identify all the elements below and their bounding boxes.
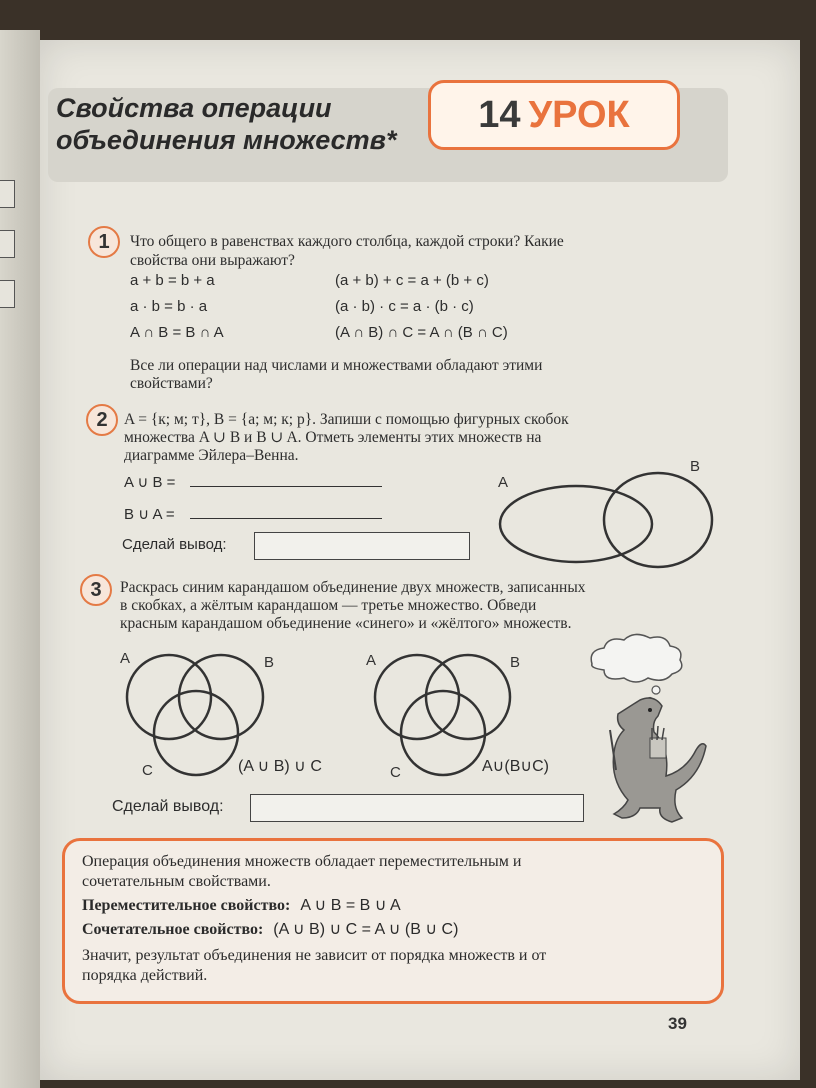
kangaroo-illustration [591, 634, 706, 822]
task-2-number: 2 [86, 404, 118, 436]
commutative-label: Переместительное свойство: [82, 897, 291, 914]
rule-line-2: сочетательным свойствами. [82, 873, 271, 890]
venn3b-label-a: A [366, 652, 377, 669]
kangaroo-pouch-pencils [650, 738, 666, 758]
venn3b-circle-b [426, 655, 510, 739]
venn3a-label-c: C [142, 762, 153, 779]
task-3-text-line-1: Раскрась синим карандашом объединение двух множеств, записанных [120, 579, 586, 596]
venn3a-label-b: B [264, 654, 275, 671]
task-3-text-line-3: красным карандашом объединение «синего» и «жёлтого» множеств. [120, 615, 572, 632]
venn3a [127, 655, 263, 775]
venn3b-circle-c [401, 691, 485, 775]
task-3-conclusion-label: Сделай вывод: [112, 798, 224, 815]
task-2-text-line-2: множества A ∪ B и B ∪ A. Отметь элементы этих множеств на [124, 429, 542, 446]
kangaroo-body [613, 698, 706, 822]
venn3a-circle-a [127, 655, 211, 739]
associative-label: Сочетательное свойство: [82, 921, 264, 938]
task-2-text-line-1: A = {к; м; т}, B = {а; м; к; р}. Запиши с помощью фигурных скобок [124, 411, 569, 428]
thought-bubble-dot [652, 686, 660, 694]
formula-right-1: (a + b) + c = a + (b + c) [335, 272, 489, 289]
task-1-followup-line-2: свойствами? [130, 375, 213, 392]
union-ab-label: A ∪ B = [124, 474, 176, 491]
rule-conclusion-line-1: Значит, результат объединения не зависит от порядка множеств и от [82, 947, 547, 964]
venn3a-expression: (A ∪ B) ∪ C [238, 758, 322, 775]
task-1-question-line-1: Что общего в равенствах каждого столбца, каждой строки? Какие [130, 233, 564, 250]
task-1-question-line-2: свойства они выражают? [130, 252, 295, 269]
task-3-conclusion-box[interactable] [250, 794, 584, 822]
venn3b-expression: A∪(B∪C) [482, 758, 549, 775]
venn3b-circle-a [375, 655, 459, 739]
title-line-1: Свойства операции [56, 93, 332, 123]
task-3-number: 3 [80, 574, 112, 606]
rule-line-1: Операция объединения множеств обладает переместительным и [82, 853, 522, 870]
formula-right-3: (A ∩ B) ∩ C = A ∩ (B ∩ C) [335, 324, 508, 341]
venn3b-label-c: C [390, 764, 401, 781]
task-2-conclusion-label: Сделай вывод: [122, 536, 227, 553]
venn3a-label-a: A [120, 650, 131, 667]
formula-left-3: A ∩ B = B ∩ A [130, 324, 224, 341]
venn3b [375, 655, 510, 775]
rule-conclusion-line-2: порядка действий. [82, 967, 208, 984]
formula-left-2: a · b = b · a [130, 298, 208, 315]
kangaroo-eye [648, 708, 652, 712]
task-1-followup-line-1: Все ли операции над числами и множествами обладают этими [130, 357, 543, 374]
venn3a-circle-c [154, 691, 238, 775]
formula-left-1: a + b = b + a [130, 272, 215, 289]
associative-formula: (A ∪ B) ∪ C = A ∪ (B ∪ C) [273, 921, 459, 938]
venn3a-circle-b [179, 655, 263, 739]
venn2-label-b: B [690, 458, 701, 475]
venn3b-label-b: B [510, 654, 521, 671]
formula-right-2: (a · b) · c = a · (b · c) [335, 298, 474, 315]
task-1-number: 1 [88, 226, 120, 258]
rule-commutative [82, 896, 401, 916]
page-number: 39 [668, 1014, 687, 1033]
title-line-2: объединения множеств* [56, 125, 397, 155]
venn2-label-a: A [498, 474, 509, 491]
thought-cloud-icon [591, 634, 682, 682]
rule-associative [82, 920, 458, 940]
lesson-word: УРОК [528, 94, 630, 136]
task-2-text-line-3: диаграмме Эйлера–Венна. [124, 447, 299, 464]
task-3-text-line-2: в скобках, а жёлтым карандашом — третье множество. Обведи [120, 597, 537, 614]
commutative-formula: A ∪ B = B ∪ A [300, 897, 401, 914]
lesson-number: 14 [478, 94, 521, 136]
union-ba-label: B ∪ A = [124, 506, 175, 523]
